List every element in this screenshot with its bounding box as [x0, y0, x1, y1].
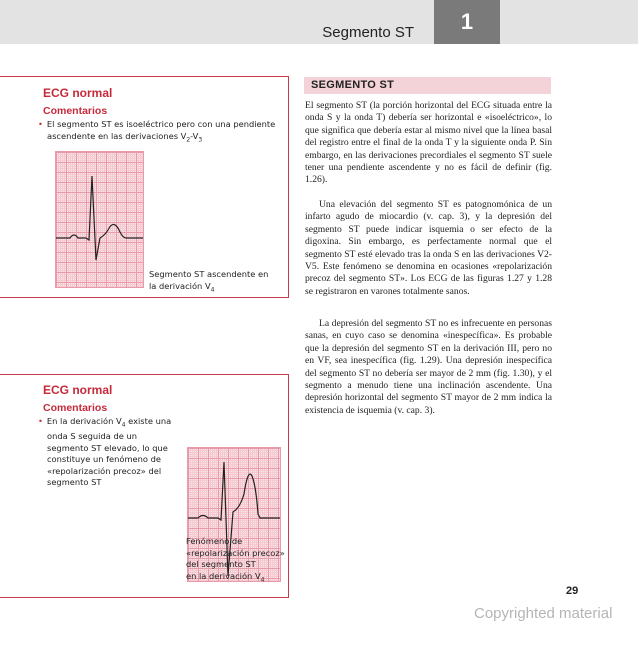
chapter-header-bar	[0, 0, 638, 44]
figure-title: ECG normal	[43, 383, 113, 397]
caption-line: la derivación V	[149, 280, 211, 291]
body-paragraph: Una elevación del segmento ST es patognomónica de un infarto agudo de miocardio (v. cap. 3), y la depresión del segmento ST puede indicar isquemia o ser efecto de la digoxina. Sin embargo, es perfectamente normal que el segmento ST esté elevado tras la onda S en las derivaciones V2-V5. Este fenómeno se denomina en ocasiones «repolarización precoz del segmento ST». Los ECG de las figuras 1.27 y 1.28 se registraron en varones totalmente sanos.	[305, 199, 552, 297]
bullet-dot-icon: •	[38, 416, 43, 426]
body-paragraph: La depresión del segmento ST no es infrecuente en personas sanas, en cuyo caso se denomina «inespecífica». Es probable que la depresión del segmento ST en la derivación III, pero no en VF, sea inespecífica (fig. 1.29). Una depresión inespecífica del segmento ST no debería ser mayor de 2 mm (fig. 1.30), y el segmento a menudo tiene una inclinación ascendente. Una depresión horizontal del segmento ST mayor de 2 mm indica la existencia de isquemia (v. cap. 3).	[305, 318, 552, 416]
bullet-text: onda S seguida de un	[47, 431, 137, 442]
ecg-trace	[56, 152, 143, 287]
caption-line: Fenómeno de	[186, 536, 243, 546]
subscript: 2	[186, 136, 191, 144]
section-heading: SEGMENTO ST	[311, 79, 395, 91]
figure-caption	[149, 269, 268, 296]
bullet-text: segmento ST elevado, lo que	[47, 442, 168, 453]
figure-box-1	[0, 76, 289, 298]
body-paragraph: El segmento ST (la porción horizontal del ECG situada entre la onda S y la onda T) debería ser horizontal e «isoeléctrico», lo que significa que debería estar al mismo nivel que la línea basal del registro entre el final de la onda T y la siguiente onda P. Sin embargo, en las derivaciones precordiales el segmento ST suele tener una pendiente ascendente y no es fácil de definir (fig. 1.26).	[305, 100, 552, 186]
figure-title: ECG normal	[43, 86, 113, 100]
bullet-text: segmento ST	[47, 477, 102, 488]
bullet-text: ascendente en las derivaciones V	[47, 130, 187, 141]
figure-caption	[186, 536, 285, 586]
figure-bullet	[38, 119, 283, 146]
bullet-text: constituye un fenómeno de	[47, 454, 161, 465]
page-number: 29	[566, 585, 579, 597]
bullet-text: El segmento ST es isoeléctrico pero con una pendiente	[46, 119, 276, 129]
bullet-dot-icon: •	[38, 119, 43, 129]
subscript: 4	[260, 576, 265, 584]
ecg-strip-v4-ascending	[55, 151, 144, 288]
subscript: 4	[121, 421, 126, 429]
section-heading-bar	[304, 77, 551, 94]
caption-line: «repolarización precoz»	[186, 547, 285, 558]
chapter-number-tab: 1	[434, 0, 500, 44]
bullet-text: En la derivación V	[46, 416, 122, 426]
caption-line: en la derivación V	[186, 570, 261, 581]
figure-bullet	[38, 416, 178, 489]
figure-subtitle: Comentarios	[43, 105, 108, 117]
bullet-text: existe una	[125, 416, 172, 426]
subscript: 3	[198, 136, 203, 144]
subscript: 4	[210, 286, 215, 294]
caption-line: del segmento ST	[186, 559, 256, 569]
copyright-watermark: Copyrighted material	[474, 605, 613, 622]
caption-line: Segmento ST ascendente en	[149, 269, 269, 279]
figure-box-2	[0, 374, 289, 598]
bullet-text: -V	[190, 130, 199, 141]
bullet-text: «repolarización precoz» del	[47, 465, 162, 476]
figure-subtitle: Comentarios	[43, 402, 108, 414]
chapter-title: Segmento ST	[322, 24, 414, 41]
